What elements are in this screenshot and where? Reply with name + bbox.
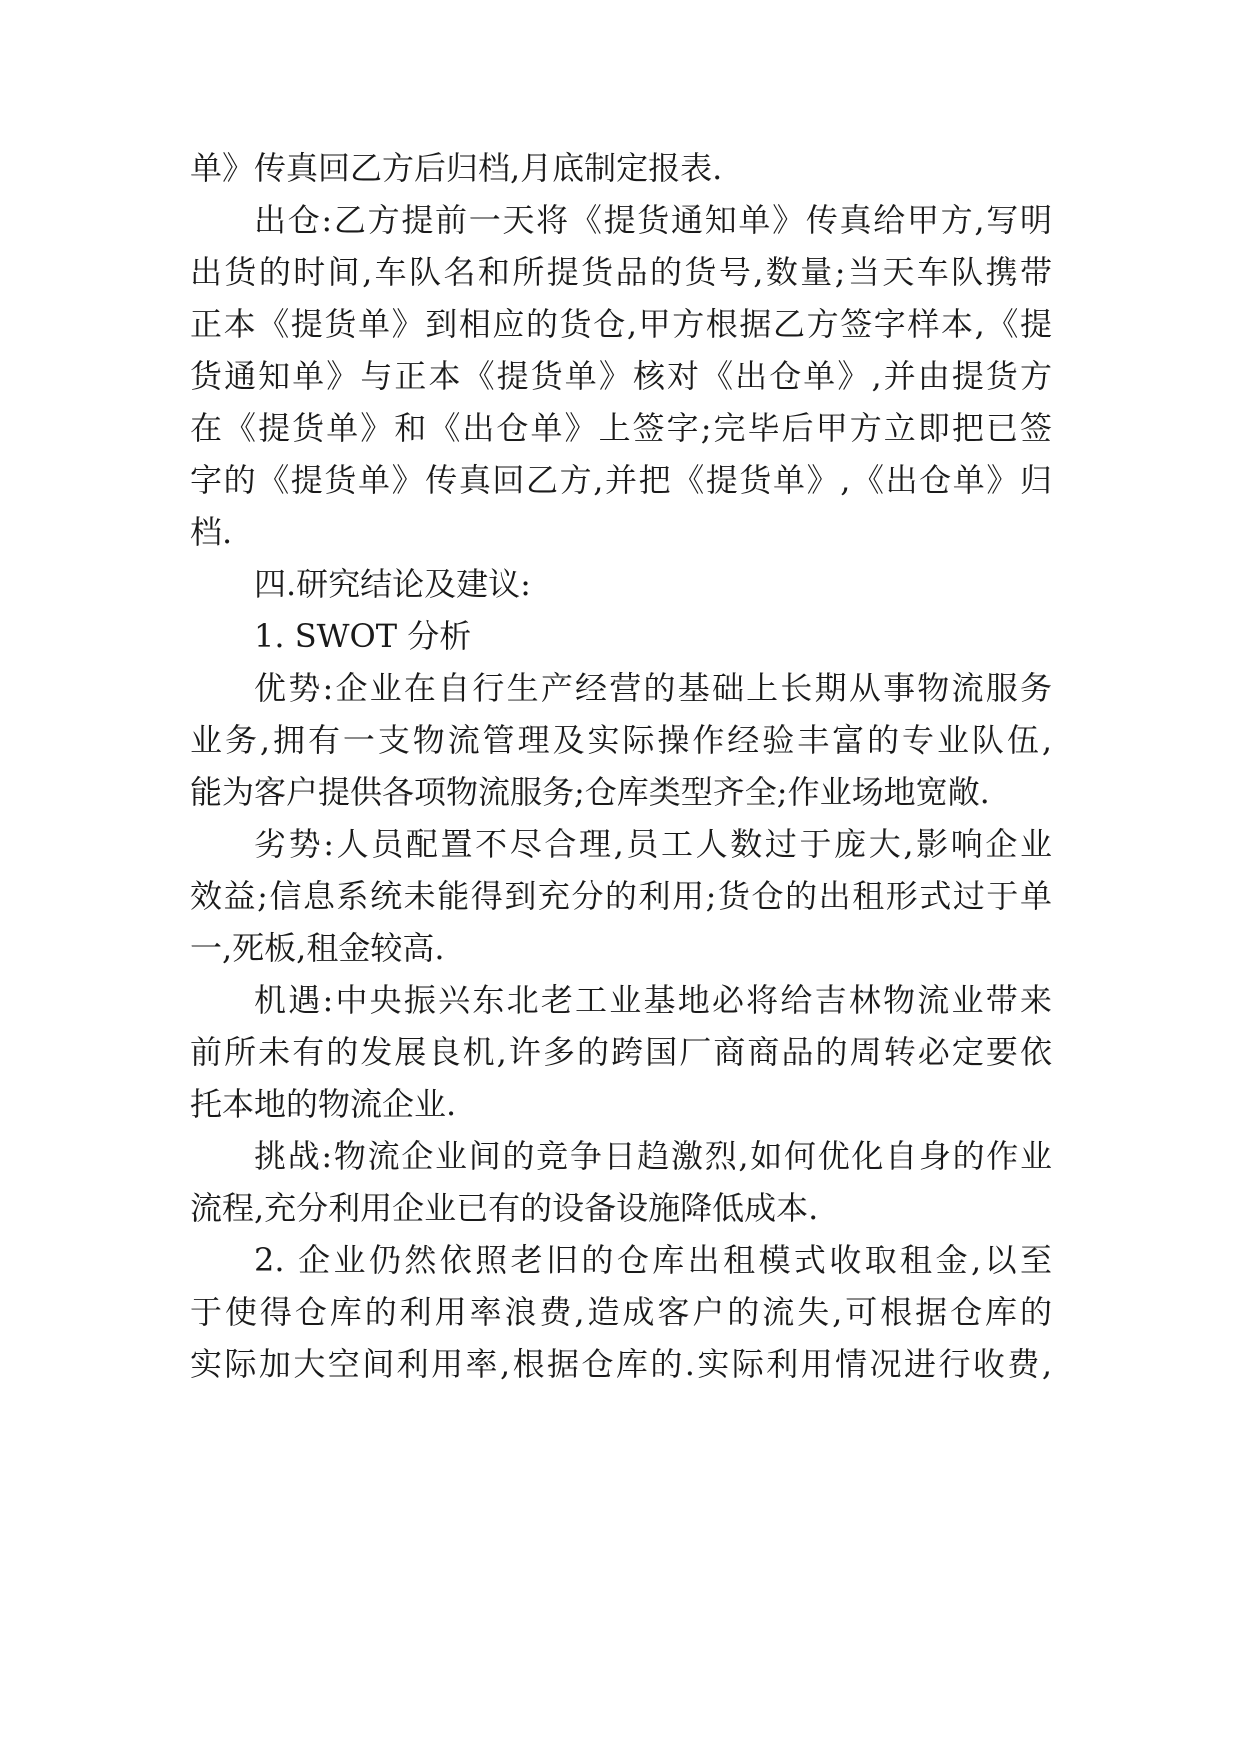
text-line: 档. — [190, 513, 233, 551]
text-line: 一,死板,租金较高. — [190, 929, 445, 967]
text-line: 在《提货单》和《出仓单》上签字;完毕后甲方立即把已签 — [190, 409, 1052, 447]
text-line: 效益;信息系统未能得到充分的利用;货仓的出租形式过于单 — [190, 877, 1052, 915]
section-heading: 四.研究结论及建议: — [254, 565, 531, 603]
text-line: 托本地的物流企业. — [190, 1085, 457, 1123]
subsection-heading: 1. SWOT 分析 — [254, 617, 472, 655]
text-line: 优势:企业在自行生产经营的基础上长期从事物流服务 — [254, 669, 1052, 707]
text-line: 2. 企业仍然依照老旧的仓库出租模式收取租金,以至 — [254, 1241, 1052, 1279]
text-line: 出货的时间,车队名和所提货品的货号,数量;当天车队携带 — [190, 253, 1052, 291]
text-line: 货通知单》与正本《提货单》核对《出仓单》,并由提货方 — [190, 357, 1052, 395]
text-line: 业务,拥有一支物流管理及实际操作经验丰富的专业队伍, — [190, 721, 1052, 759]
text-line: 挑战:物流企业间的竞争日趋激烈,如何优化自身的作业 — [254, 1137, 1052, 1175]
text-line: 前所未有的发展良机,许多的跨国厂商商品的周转必定要依 — [190, 1033, 1052, 1071]
text-line: 实际加大空间利用率,根据仓库的.实际利用情况进行收费, — [190, 1345, 1052, 1383]
text-line: 机遇:中央振兴东北老工业基地必将给吉林物流业带来 — [254, 981, 1052, 1019]
text-line: 劣势:人员配置不尽合理,员工人数过于庞大,影响企业 — [254, 825, 1052, 863]
text-line: 单》传真回乙方后归档,月底制定报表. — [190, 149, 723, 187]
text-line: 于使得仓库的利用率浪费,造成客户的流失,可根据仓库的 — [190, 1293, 1052, 1331]
text-line: 出仓:乙方提前一天将《提货通知单》传真给甲方,写明 — [254, 201, 1052, 239]
text-line: 正本《提货单》到相应的货仓,甲方根据乙方签字样本,《提 — [190, 305, 1052, 343]
text-line: 字的《提货单》传真回乙方,并把《提货单》,《出仓单》归 — [190, 461, 1052, 499]
text-line: 流程,充分利用企业已有的设备设施降低成本. — [190, 1189, 819, 1227]
text-line: 能为客户提供各项物流服务;仓库类型齐全;作业场地宽敞. — [190, 773, 990, 811]
